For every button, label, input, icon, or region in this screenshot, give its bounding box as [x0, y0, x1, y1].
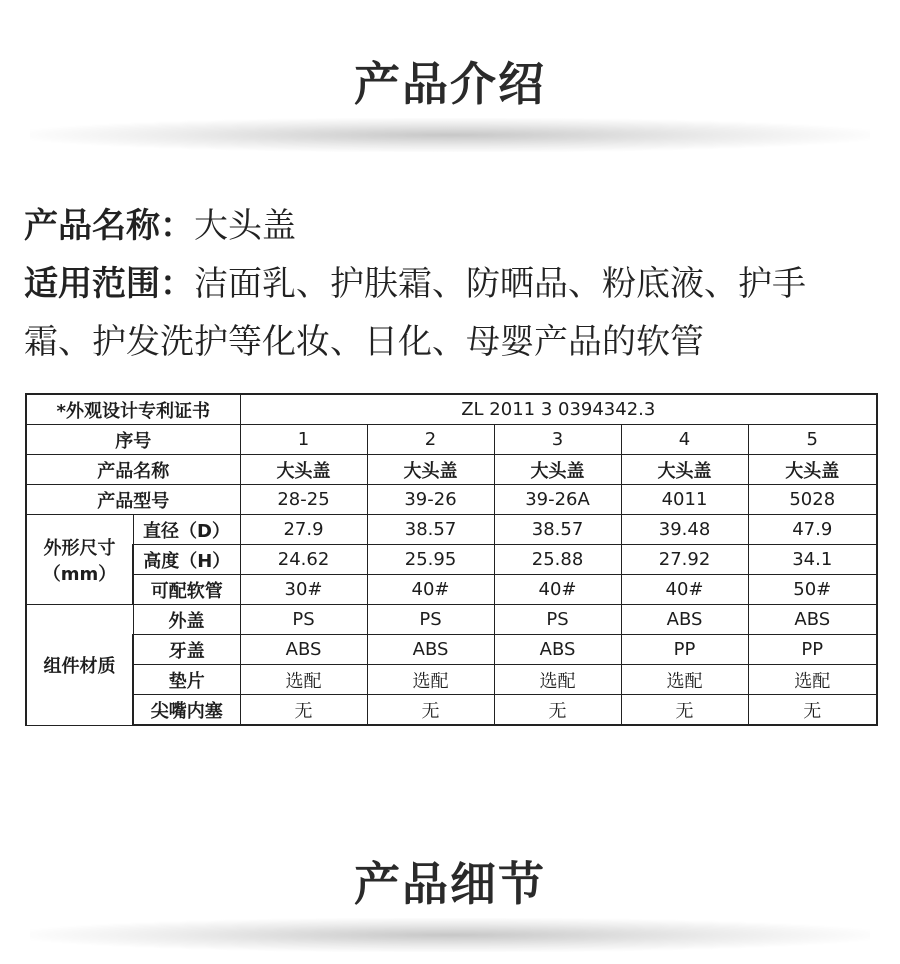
- scope-text-line1: 洁面乳、护肤霜、防晒品、粉底液、护手: [194, 264, 806, 304]
- table-cell: 34.1: [748, 545, 877, 575]
- table-row: [26, 425, 877, 455]
- table-cell: 47.9: [748, 515, 877, 545]
- intro-title: 产品介绍: [354, 57, 546, 111]
- table-cell: 大头盖: [367, 455, 494, 485]
- patent-number: ZL 2011 3 0394342.3: [240, 394, 877, 425]
- table-cell: 40#: [621, 575, 748, 605]
- table-row: [26, 515, 877, 545]
- table-cell: 无: [748, 695, 877, 726]
- table-cell: PP: [748, 635, 877, 665]
- scope-line-2: [24, 320, 704, 364]
- intro-title-shadow: [30, 118, 870, 152]
- table-cell: ABS: [494, 635, 621, 665]
- table-cell: 24.62: [240, 545, 367, 575]
- pname-label: 产品名称: [26, 455, 240, 485]
- scope-label: 适用范围：: [24, 264, 194, 304]
- table-cell: 选配: [748, 665, 877, 695]
- table-cell: 40#: [494, 575, 621, 605]
- spec-table: [25, 393, 878, 726]
- table-row: [26, 605, 877, 635]
- product-name-label: 产品名称：: [24, 206, 194, 246]
- table-cell: 38.57: [367, 515, 494, 545]
- patent-label: *外观设计专利证书: [26, 394, 240, 425]
- table-cell: ABS: [240, 635, 367, 665]
- plug-label: 尖嘴内塞: [133, 695, 240, 726]
- table-cell: PS: [367, 605, 494, 635]
- gasket-label: 垫片: [133, 665, 240, 695]
- scope-text-line2: 霜、护发洗护等化妆、日化、母婴产品的软管: [24, 322, 704, 362]
- table-cell: 4011: [621, 485, 748, 515]
- table-cell: ABS: [621, 605, 748, 635]
- table-cell: 38.57: [494, 515, 621, 545]
- scope-line: [24, 262, 806, 306]
- table-cell: 3: [494, 425, 621, 455]
- diameter-label: 直径（D）: [133, 515, 240, 545]
- table-cell: 5: [748, 425, 877, 455]
- table-cell: 大头盖: [748, 455, 877, 485]
- table-cell: 28-25: [240, 485, 367, 515]
- table-cell: PP: [621, 635, 748, 665]
- table-cell: 无: [367, 695, 494, 726]
- outer-label: 外盖: [133, 605, 240, 635]
- table-cell: 大头盖: [621, 455, 748, 485]
- table-cell: 无: [494, 695, 621, 726]
- dim-group-line1: 外形尺寸: [43, 537, 116, 559]
- product-name-line: [24, 204, 296, 248]
- table-cell: 39-26A: [494, 485, 621, 515]
- table-row: [26, 485, 877, 515]
- table-cell: 4: [621, 425, 748, 455]
- table-cell: PS: [494, 605, 621, 635]
- table-row: [26, 455, 877, 485]
- table-row: [26, 695, 877, 726]
- table-cell: 27.9: [240, 515, 367, 545]
- table-cell: 选配: [240, 665, 367, 695]
- table-cell: 1: [240, 425, 367, 455]
- material-group-label: 组件材质: [26, 605, 133, 726]
- table-cell: 大头盖: [494, 455, 621, 485]
- table-cell: 2: [367, 425, 494, 455]
- dim-group-line2: （mm）: [42, 563, 117, 585]
- table-cell: 25.88: [494, 545, 621, 575]
- table-cell: PS: [240, 605, 367, 635]
- table-row: [26, 635, 877, 665]
- table-cell: 39-26: [367, 485, 494, 515]
- model-label: 产品型号: [26, 485, 240, 515]
- table-cell: 27.92: [621, 545, 748, 575]
- seq-label: 序号: [26, 425, 240, 455]
- table-cell: 50#: [748, 575, 877, 605]
- dim-group-label: [26, 515, 133, 605]
- height-label: 高度（H）: [133, 545, 240, 575]
- tube-label: 可配软管: [133, 575, 240, 605]
- table-row: [26, 394, 877, 425]
- detail-title: 产品细节: [354, 857, 546, 911]
- table-cell: 30#: [240, 575, 367, 605]
- table-cell: 无: [240, 695, 367, 726]
- table-cell: 39.48: [621, 515, 748, 545]
- table-cell: 大头盖: [240, 455, 367, 485]
- table-row: [26, 575, 877, 605]
- table-cell: 选配: [367, 665, 494, 695]
- table-cell: 25.95: [367, 545, 494, 575]
- table-cell: 选配: [621, 665, 748, 695]
- detail-title-shadow: [30, 918, 870, 952]
- product-name-value: 大头盖: [194, 206, 296, 246]
- table-row: [26, 545, 877, 575]
- table-row: [26, 665, 877, 695]
- tooth-label: 牙盖: [133, 635, 240, 665]
- table-cell: 40#: [367, 575, 494, 605]
- table-cell: ABS: [367, 635, 494, 665]
- table-cell: 无: [621, 695, 748, 726]
- table-cell: 选配: [494, 665, 621, 695]
- table-cell: 5028: [748, 485, 877, 515]
- table-cell: ABS: [748, 605, 877, 635]
